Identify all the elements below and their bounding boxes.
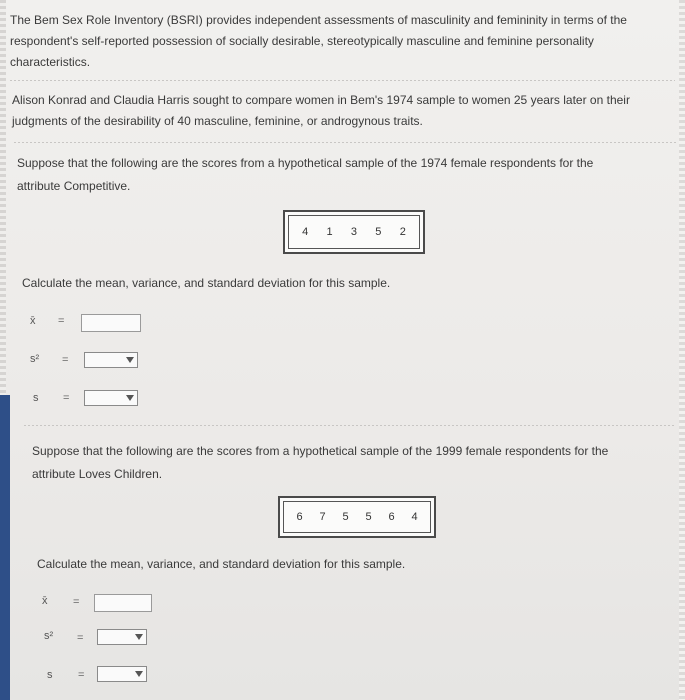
part2-prompt-line: attribute Loves Children. bbox=[32, 467, 163, 481]
score-value: 7 bbox=[319, 511, 326, 523]
part1-prompt-line: attribute Competitive. bbox=[17, 179, 131, 193]
equals-sign: = bbox=[77, 632, 84, 644]
score-value: 6 bbox=[296, 511, 303, 523]
study-line: judgments of the desirability of 40 masculine, feminine, or androgynous traits. bbox=[12, 114, 423, 128]
divider bbox=[10, 80, 675, 81]
equals-sign: = bbox=[62, 354, 69, 366]
part2-mean-input[interactable] bbox=[94, 594, 152, 612]
score-value: 3 bbox=[350, 226, 358, 238]
part1-instruction: Calculate the mean, variance, and standard deviation for this sample. bbox=[22, 276, 391, 290]
part1-variance-select[interactable] bbox=[84, 352, 138, 368]
mean-symbol: x̄ bbox=[42, 595, 48, 607]
part1-mean-input[interactable] bbox=[81, 314, 141, 332]
intro-line: The Bem Sex Role Inventory (BSRI) provides independent assessments of masculinity and femininity in terms of the bbox=[10, 13, 627, 27]
score-value: 5 bbox=[375, 226, 382, 238]
score-value: 2 bbox=[399, 226, 406, 238]
divider bbox=[14, 142, 676, 143]
chevron-down-icon bbox=[126, 357, 134, 363]
sd-symbol: s bbox=[47, 669, 53, 681]
chevron-down-icon bbox=[135, 671, 143, 677]
part2-variance-select[interactable] bbox=[97, 629, 147, 645]
equals-sign: = bbox=[58, 315, 65, 327]
equals-sign: = bbox=[78, 669, 85, 681]
score-value: 1 bbox=[326, 226, 333, 238]
part2-sd-select[interactable] bbox=[97, 666, 147, 682]
left-accent-bar bbox=[0, 395, 10, 700]
intro-line: characteristics. bbox=[10, 55, 91, 69]
divider bbox=[24, 425, 674, 426]
intro-line: respondent's self-reported possession of socially desirable, stereotypically masculine and feminine personality bbox=[10, 34, 594, 48]
score-value: 4 bbox=[302, 226, 309, 238]
score-value: 4 bbox=[411, 511, 418, 523]
chevron-down-icon bbox=[135, 634, 143, 640]
part2-prompt bbox=[32, 440, 608, 486]
study-text bbox=[12, 90, 630, 132]
variance-symbol: s² bbox=[44, 630, 54, 642]
score-value: 5 bbox=[342, 511, 349, 523]
part2-score-list bbox=[283, 501, 431, 533]
equals-sign: = bbox=[63, 392, 70, 404]
sd-symbol: s bbox=[33, 392, 39, 404]
part2-prompt-line: Suppose that the following are the scores from a hypothetical sample of the 1999 female respondents for the bbox=[32, 444, 609, 458]
part1-prompt bbox=[17, 152, 593, 198]
part2-score-box bbox=[278, 496, 436, 538]
mean-symbol: x̄ bbox=[30, 315, 36, 327]
intro-text bbox=[10, 10, 627, 73]
right-border bbox=[679, 0, 685, 700]
variance-symbol: s² bbox=[30, 353, 40, 365]
part1-score-list bbox=[288, 215, 420, 249]
equals-sign: = bbox=[73, 596, 80, 608]
score-value: 6 bbox=[388, 511, 395, 523]
part1-score-box bbox=[283, 210, 425, 254]
chevron-down-icon bbox=[126, 395, 134, 401]
study-line: Alison Konrad and Claudia Harris sought to compare women in Bem's 1974 sample to women 25 years later on their bbox=[12, 93, 630, 107]
part1-prompt-line: Suppose that the following are the scores from a hypothetical sample of the 1974 female respondents for the bbox=[17, 156, 594, 170]
score-value: 5 bbox=[365, 511, 372, 523]
part1-sd-select[interactable] bbox=[84, 390, 138, 406]
part2-instruction: Calculate the mean, variance, and standard deviation for this sample. bbox=[37, 557, 406, 571]
